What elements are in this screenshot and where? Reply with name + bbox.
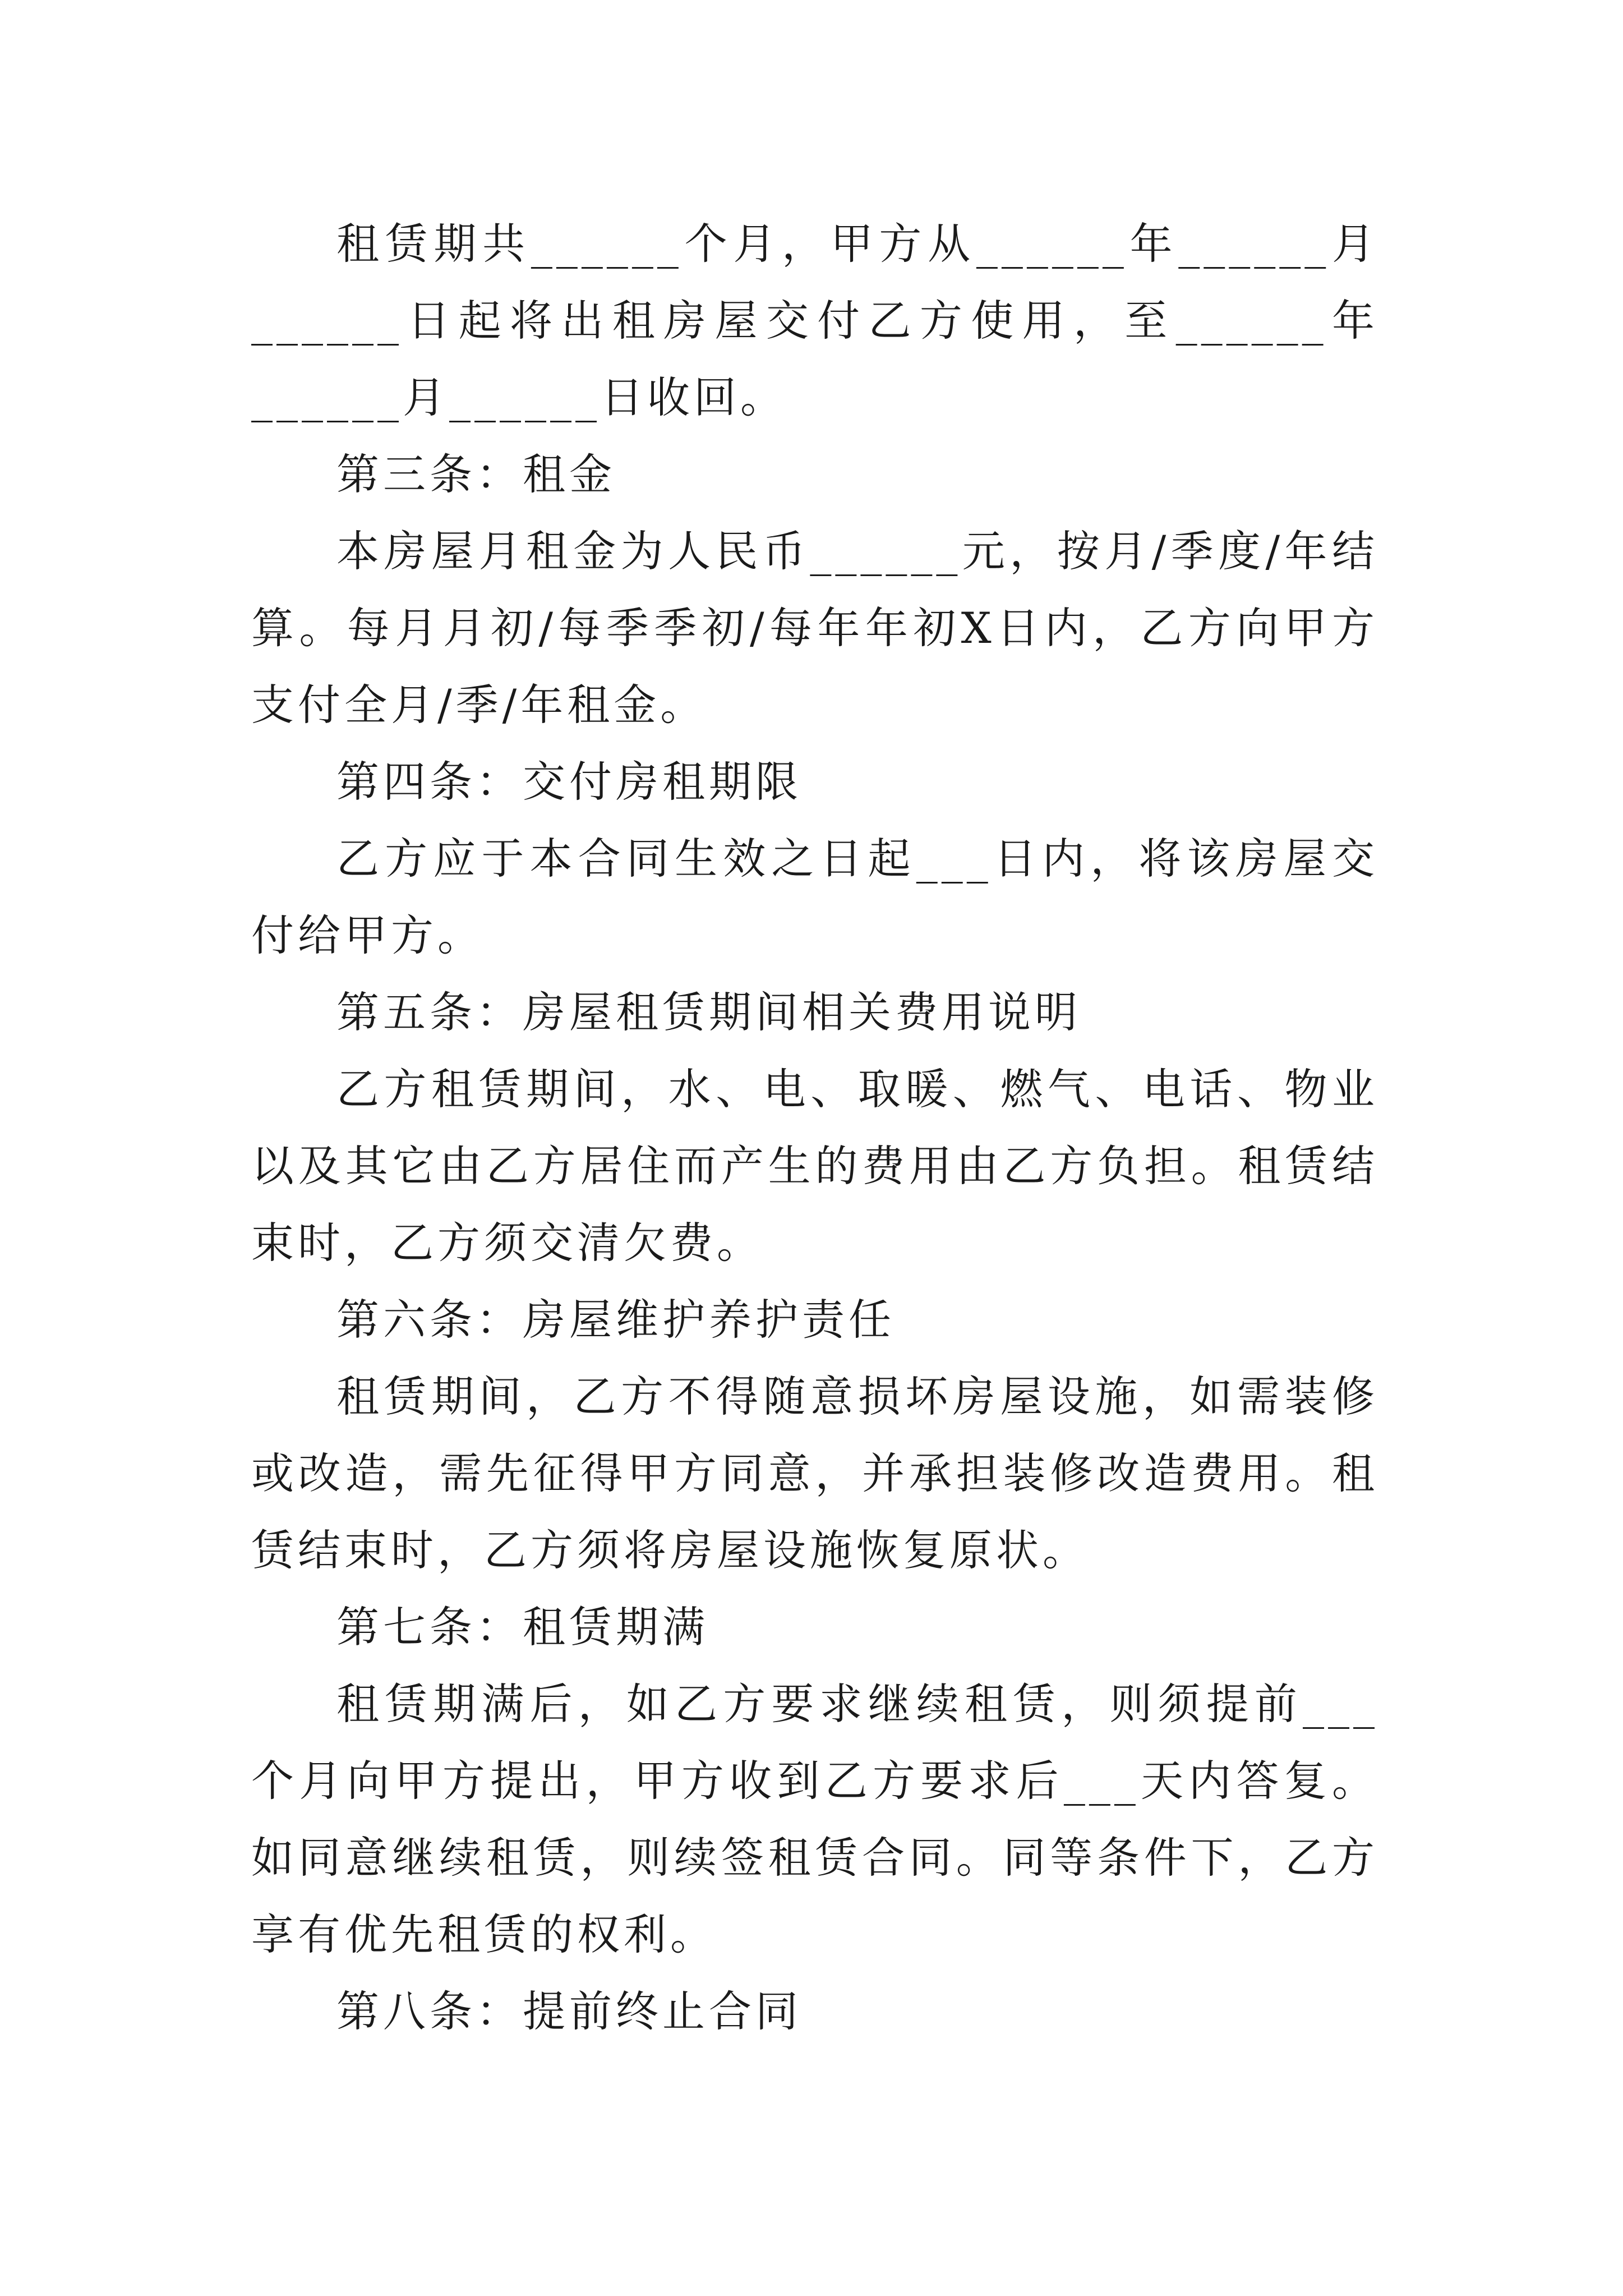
article-7-heading: 第七条：租赁期满 [336, 1602, 709, 1652]
document-body [251, 205, 1378, 2050]
rent-paragraph: 本房屋月租金为人民币______元，按月/季度/年结算。每月月初/每季季初/每年年初X日内，乙方向甲方支付全月/季/年租金。 [251, 526, 1378, 730]
expenses-paragraph: 乙方租赁期间，水、电、取暖、燃气、电话、物业以及其它由乙方居住而产生的费用由乙方负担。租赁结束时，乙方须交清欠费。 [251, 1064, 1378, 1268]
article-4-heading: 第四条：交付房租期限 [336, 757, 802, 807]
article-6-heading: 第六条：房屋维护养护责任 [336, 1295, 895, 1345]
rental-period-paragraph: 租赁期共______个月，甲方从______年______月______日起将出租房屋交付乙方使用，至______年______月______日收回。 [251, 219, 1378, 422]
expiry-paragraph: 租赁期满后，如乙方要求继续租赁，则须提前___个月向甲方提出，甲方收到乙方要求后___天内答复。如同意继续租赁，则续签租赁合同。同等条件下，乙方享有优先租赁的权利。 [251, 1679, 1378, 1959]
article-3-heading: 第三条：租金 [336, 449, 616, 499]
article-8-heading: 第八条：提前终止合同 [336, 1986, 802, 2036]
maintenance-paragraph: 租赁期间，乙方不得随意损坏房屋设施，如需装修或改造，需先征得甲方同意，并承担装修改造费用。租赁结束时，乙方须将房屋设施恢复原状。 [251, 1372, 1378, 1575]
delivery-paragraph: 乙方应于本合同生效之日起___日内，将该房屋交付给甲方。 [251, 834, 1378, 960]
article-5-heading: 第五条：房屋租赁期间相关费用说明 [336, 987, 1081, 1037]
